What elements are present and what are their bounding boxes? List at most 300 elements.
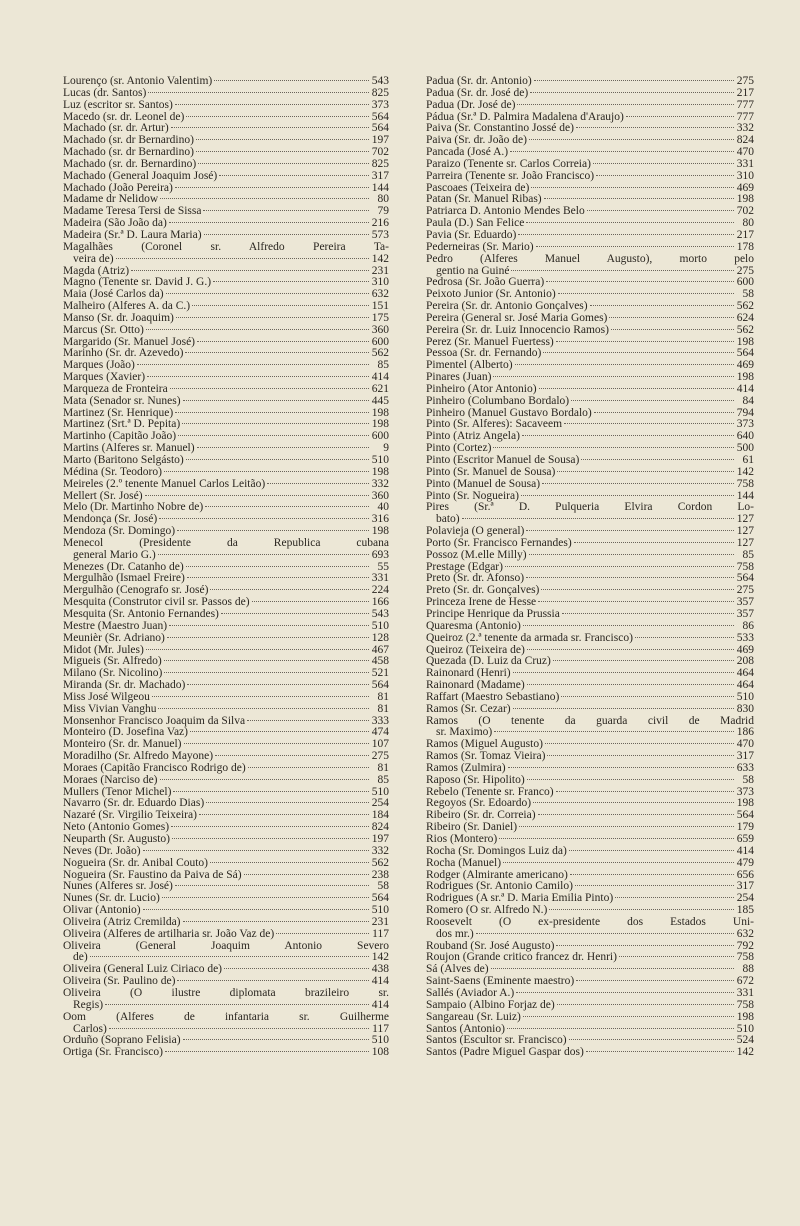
entry-page-number: 85 [377,773,389,786]
index-entry [426,621,754,633]
dot-leader [175,187,369,188]
dot-leader [586,1051,734,1052]
entry-name: Machado (sr. dr Bernardino) [63,135,194,147]
entry-name: Menecol (Presidente da Republica cubana [63,536,389,549]
entry-page-number: 184 [371,809,389,822]
index-entry [63,206,389,218]
entry-name: Queiroz (2.ª tenente da armada sr. Francisco) [426,632,633,644]
entry-page-number: 331 [736,157,754,170]
entry-name: Magalhães (Coronel sr. Alfredo Pereira Ta- [63,240,389,253]
index-entry [63,727,389,739]
index-entry [63,881,389,893]
dot-leader [515,364,734,365]
entry-page-number: 144 [371,181,389,194]
dot-leader [538,814,734,815]
dot-leader [536,246,734,247]
entry-name: Rodger (Almirante americano) [426,869,568,881]
entry-page-number: 469 [736,359,754,372]
dot-leader [183,921,369,922]
index-entry [426,135,754,147]
entry-name: Marcus (Sr. Otto) [63,324,144,336]
dot-leader [527,649,734,650]
index-entry [63,964,389,976]
entry-name: Martinez (Sr. Henrique) [63,407,174,419]
dot-leader [198,163,369,164]
entry-name-continued: gentio na Guiné [436,265,510,277]
index-entry [63,337,389,349]
entry-name: Oliveira (General Luiz Ciriaco de) [63,964,223,976]
entry-page-number: 702 [371,146,389,159]
entry-page-number: 794 [736,406,754,419]
dot-leader [248,767,369,768]
entry-page-number: 127 [736,536,754,549]
dot-leader [561,696,734,697]
dot-leader [557,471,734,472]
entry-page-number: 217 [736,86,754,99]
index-entry [426,692,754,704]
entry-page-number: 562 [371,347,389,360]
index-entry [63,645,389,657]
index-entry [426,988,754,1000]
entry-name: Mendoza (Sr. Domingo) [63,526,176,538]
dot-leader [534,80,734,81]
index-entry [426,787,754,799]
entry-page-number: 467 [371,643,389,656]
entry-page-number: 40 [377,501,389,514]
dot-leader [186,459,369,460]
dot-leader [143,909,369,910]
entry-page-number: 310 [736,169,754,182]
entry-name: Pinheiro (Columbano Bordalo) [426,395,570,407]
dot-leader [164,660,369,661]
dot-leader [562,613,734,614]
entry-name: Oom (Alferes de infantaria sr. Guilherme [63,1010,389,1023]
index-entry [63,597,389,609]
index-entry [426,313,754,325]
entry-page-number: 464 [736,679,754,692]
index-entry [426,704,754,716]
entry-name: Porto (Sr. Francisco Fernandes) [426,537,572,549]
entry-page-number: 632 [371,288,389,301]
entry-name: Marques (João) [63,360,135,372]
entry-name: Moraes (Capitão Francisco Rodrigo de) [63,762,246,774]
entry-name-continued: dos mr.) [436,928,474,940]
dot-leader [508,767,734,768]
entry-page-number: 510 [736,1022,754,1035]
entry-name: Pinto (Escritor Manuel de Sousa) [426,455,580,466]
entry-page-number: 61 [742,454,754,466]
dot-leader [523,625,734,626]
entry-page-number: 510 [371,619,389,632]
entry-name: Queiroz (Teixeira de) [426,644,525,656]
index-entry [426,348,754,360]
entry-page-number: 144 [736,489,754,502]
entry-name: Magno (Tenente sr. David J. G.) [63,277,212,289]
entry-page-number: 464 [736,667,754,680]
dot-leader [529,139,734,140]
dot-leader [542,483,734,484]
dot-leader [169,222,369,223]
dot-leader [173,791,369,792]
dot-leader [210,862,369,863]
entry-page-number: 198 [736,371,754,384]
index-entry [63,479,389,491]
entry-page-number: 524 [736,1034,754,1047]
entry-name: Mellert (Sr. José) [63,490,143,502]
dot-leader [526,530,734,531]
entry-name: Oliveira (O ilustre diplomata brazileiro sr. [63,986,389,999]
index-entry [426,763,754,775]
entry-page-number: 224 [371,584,389,597]
index-entry [63,585,389,597]
entry-page-number: 624 [736,311,754,324]
entry-name-continued: sr. Maximo) [436,727,493,739]
dot-leader [186,116,369,117]
entry-page-number: 758 [736,951,754,964]
index-entry [426,479,754,491]
dot-leader [143,850,369,851]
entry-page-number: 81 [377,702,389,715]
dot-leader [175,104,369,105]
index-entry [426,443,754,455]
entry-name: Ramos (O tenente da guarda civil de Madrid [426,714,754,727]
index-entry [63,822,389,834]
entry-page-number: 84 [742,394,754,407]
index-entry [63,870,389,882]
dot-leader [545,743,734,744]
dot-leader [187,684,369,685]
entry-page-number: 573 [371,228,389,241]
entry-name: Paiva (Sr. dr. João de) [426,135,527,147]
dot-leader [175,412,369,413]
entry-name: Mesquita (Sr. Antonio Fernandes) [63,608,219,620]
entry-page-number: 142 [736,1046,754,1059]
dot-leader [105,1004,369,1005]
dot-leader [596,175,734,176]
index-entry [63,917,389,929]
index-entry [426,325,754,337]
entry-name: Ramos (Sr. Cezar) [426,703,511,715]
index-entry [63,704,389,716]
entry-page-number: 758 [736,998,754,1011]
entry-name: Pinheiro (Manuel Gustavo Bordalo) [426,407,592,419]
entry-page-number: 208 [736,655,754,668]
index-entry [63,408,389,420]
dot-leader [166,293,369,294]
dot-leader [526,577,734,578]
entry-name: Perez (Sr. Manuel Fuertess) [426,336,554,348]
entry-page-number: 275 [371,750,389,763]
dot-leader [164,672,369,673]
index-entry [426,976,754,988]
dot-leader [219,175,369,176]
index-entry [63,775,389,787]
index-entry [63,431,389,443]
index-entry [63,194,389,206]
entry-name: Meunièr (Sr. Adriano) [63,632,165,644]
entry-page-number: 175 [371,311,389,324]
entry-name: Rios (Montero) [426,834,498,845]
entry-page-number: 332 [371,844,389,857]
entry-page-number: 333 [371,714,389,727]
entry-page-number: 659 [736,833,754,845]
entry-page-number: 316 [371,513,389,526]
entry-name: Migueis (Sr. Alfredo) [63,656,162,668]
index-entry [63,621,389,633]
dot-leader [615,897,734,898]
dot-leader [109,1028,369,1029]
dot-leader [511,270,734,271]
index-entry [426,597,754,609]
dot-leader [517,104,734,105]
index-entry [63,419,389,431]
dot-leader [178,435,369,436]
entry-page-number: 332 [371,477,389,490]
entry-name: Pedro (Alferes Manuel Augusto), morto pelo [426,252,754,265]
entry-page-number: 127 [736,525,754,538]
index-entry [426,538,754,550]
index-entry [426,1012,754,1024]
entry-page-number: 632 [736,927,754,940]
entry-name: Ortiga (Sr. Francisco) [63,1047,163,1059]
entry-name-continued: de) [73,952,88,964]
entry-name-continued: veira de) [73,253,114,265]
index-entry [426,88,754,100]
entry-name: Oliveira (Atriz Cremilda) [63,916,181,928]
entry-page-number: 85 [742,548,754,561]
dot-leader [558,293,734,294]
index-entry [426,941,754,953]
index-entry [426,467,754,479]
entry-name: Parreira (Tenente sr. João Francisco) [426,170,595,182]
index-entry [426,100,754,112]
entry-page-number: 88 [742,963,754,976]
entry-name: Nunes (Alferes sr. José) [63,881,173,893]
entry-name: Padua (Sr. dr. Antonio) [426,76,532,87]
entry-name: Manso (Sr. dr. Joaquim) [63,312,174,324]
index-entry [426,822,754,834]
index-entry [426,834,754,846]
dot-leader [192,305,369,306]
entry-name: Oliveira (General Joaquim Antonio Severo [63,939,389,952]
entry-name: Pinto (Sr. Nogueira) [426,490,519,502]
entry-name: Pimentel (Alberto) [426,360,513,372]
entry-name: Prestage (Edgar) [426,561,503,573]
entry-name: Madame Teresa Tersi de Sissa [63,206,202,218]
index-entry [63,893,389,905]
index-entry [63,609,389,621]
dot-leader [159,518,369,519]
entry-page-number: 758 [736,560,754,573]
entry-name: Mestre (Maestro Juan) [63,620,168,632]
dot-leader [544,198,734,199]
entry-name: Menezes (Dr. Catanho de) [63,561,184,573]
dot-leader [169,625,369,626]
entry-name: Regoyos (Sr. Edoardo) [426,798,532,810]
index-entry [63,325,389,337]
entry-page-number: 142 [371,951,389,964]
index-entry [63,502,389,514]
dot-leader [594,412,734,413]
index-entry [63,538,389,562]
dot-leader [507,1028,734,1029]
entry-name: Mendonça (Sr. José) [63,514,158,526]
dot-leader [158,554,369,555]
entry-name: Mesquita (Construtor civil sr. Passos de) [63,597,250,609]
index-entry [63,668,389,680]
entry-name: Pires (Sr.ª D. Pulqueria Elvira Cordon Lo- [426,501,754,514]
index-entry [63,123,389,135]
dot-leader [244,874,369,875]
dot-leader [183,1039,369,1040]
dot-leader [523,1016,734,1017]
index-entry [63,183,389,195]
dot-leader [556,791,734,792]
entry-page-number: 621 [371,382,389,395]
dot-leader [175,885,369,886]
entry-page-number: 275 [736,584,754,597]
index-entry [63,100,389,112]
index-entry [426,917,754,941]
index-entry [63,301,389,313]
entry-name: Pancada (José A.) [426,147,509,159]
index-entry [63,88,389,100]
entry-page-number: 79 [377,205,389,218]
dot-leader [546,281,734,282]
dot-leader [593,163,734,164]
dot-leader [538,601,734,602]
entry-name: Pinheiro (Ator Antonio) [426,383,537,395]
index-entry [426,183,754,195]
index-entry [426,194,754,206]
entry-page-number: 331 [371,572,389,585]
dot-leader [564,423,734,424]
entry-page-number: 562 [736,323,754,336]
dot-leader [145,495,369,496]
entry-name: Pinto (Sr. Alferes): Sacaveem [426,419,563,431]
index-entry [426,716,754,740]
dot-leader [549,909,734,910]
dot-leader [587,210,734,211]
dot-leader [177,980,369,981]
entry-name: Olivar (Antonio) [63,905,141,917]
entry-page-number: 85 [377,359,389,372]
entry-page-number: 500 [736,442,754,455]
entry-name: Lourenço (sr. Antonio Valentim) [63,76,213,87]
entry-name: Roujon (Grande critico francez dr. Henri) [426,952,617,964]
dot-leader [533,802,734,803]
entry-page-number: 58 [742,288,754,301]
entry-page-number: 562 [736,300,754,313]
dot-leader [164,471,369,472]
index-entry [426,739,754,751]
entry-name: Machado (sr. dr. Artur) [63,123,169,135]
entry-name: Padua (Dr. José de) [426,99,516,111]
entry-page-number: 317 [736,880,754,893]
index-entry [63,266,389,278]
entry-page-number: 117 [372,1022,389,1035]
entry-page-number: 80 [377,193,389,206]
entry-name: Meireles (2.º tenente Manuel Carlos Leitão) [63,478,266,490]
dot-leader [213,281,369,282]
index-entry [426,633,754,645]
index-entry [426,502,754,526]
dot-leader [160,779,369,780]
index-entry [63,633,389,645]
dot-leader [505,566,734,567]
dot-leader [530,92,734,93]
entry-name: Santos (Padre Miguel Gaspar dos) [426,1047,584,1059]
dot-leader [183,400,369,401]
entry-name: Martins (Alferes sr. Manuel) [63,443,195,455]
dot-leader [569,1039,734,1040]
entry-name: Madeira (São João da) [63,218,167,230]
dot-leader [171,127,369,128]
entry-page-number: 185 [736,904,754,917]
dot-leader [147,376,369,377]
index-entry [63,289,389,301]
index-entry [63,135,389,147]
entry-page-number: 86 [742,619,754,632]
entry-name: Pinares (Juan) [426,372,492,384]
entry-page-number: 510 [371,904,389,917]
dot-leader [556,945,734,946]
entry-page-number: 107 [371,738,389,751]
index-entry [426,384,754,396]
dot-leader [462,518,734,519]
entry-name: Luz (escritor sr. Santos) [63,99,173,111]
entry-name: Sallés (Aviador A.) [426,987,515,999]
entry-name: Médina (Sr. Teodoro) [63,466,162,478]
index-entry [426,360,754,372]
entry-name: Santos (Escultor sr. Francisco) [426,1035,567,1047]
entry-name: Mata (Senador sr. Nunes) [63,395,181,407]
index-entry [426,1035,754,1047]
entry-name: Rodrigues (Sr. Antonio Camilo) [426,881,573,893]
entry-page-number: 521 [371,667,389,680]
dot-leader [146,329,369,330]
index-entry [426,858,754,870]
index-entry [63,562,389,574]
entry-page-number: 166 [371,596,389,609]
index-entry [426,206,754,218]
index-entry [426,810,754,822]
entry-page-number: 564 [736,572,754,585]
entry-name: Peixoto Junior (Sr. Antonio) [426,289,556,301]
entry-name: Ribeiro (Sr. dr. Correia) [426,810,536,822]
entry-page-number: 80 [742,217,754,230]
entry-name: Melo (Dr. Martinho Nobre de) [63,502,204,514]
dot-leader [491,968,734,969]
entry-page-number: 438 [371,963,389,976]
entry-name: Orduño (Soprano Felisia) [63,1035,181,1047]
dot-leader [541,589,734,590]
dot-leader [518,234,734,235]
index-entry [63,680,389,692]
entry-name: Pinto (Manuel de Sousa) [426,478,541,490]
dot-leader [176,317,369,318]
index-entry [426,277,754,289]
dot-leader [575,885,734,886]
dot-leader [252,601,369,602]
entry-name: Sá (Alves de) [426,964,489,976]
dot-leader [526,222,734,223]
index-entry [426,798,754,810]
entry-name-continued: general Mario G.) [73,549,156,561]
index-entry [63,1047,389,1059]
entry-name: Sampaio (Albino Forjaz de) [426,999,555,1011]
dot-leader [247,720,369,721]
